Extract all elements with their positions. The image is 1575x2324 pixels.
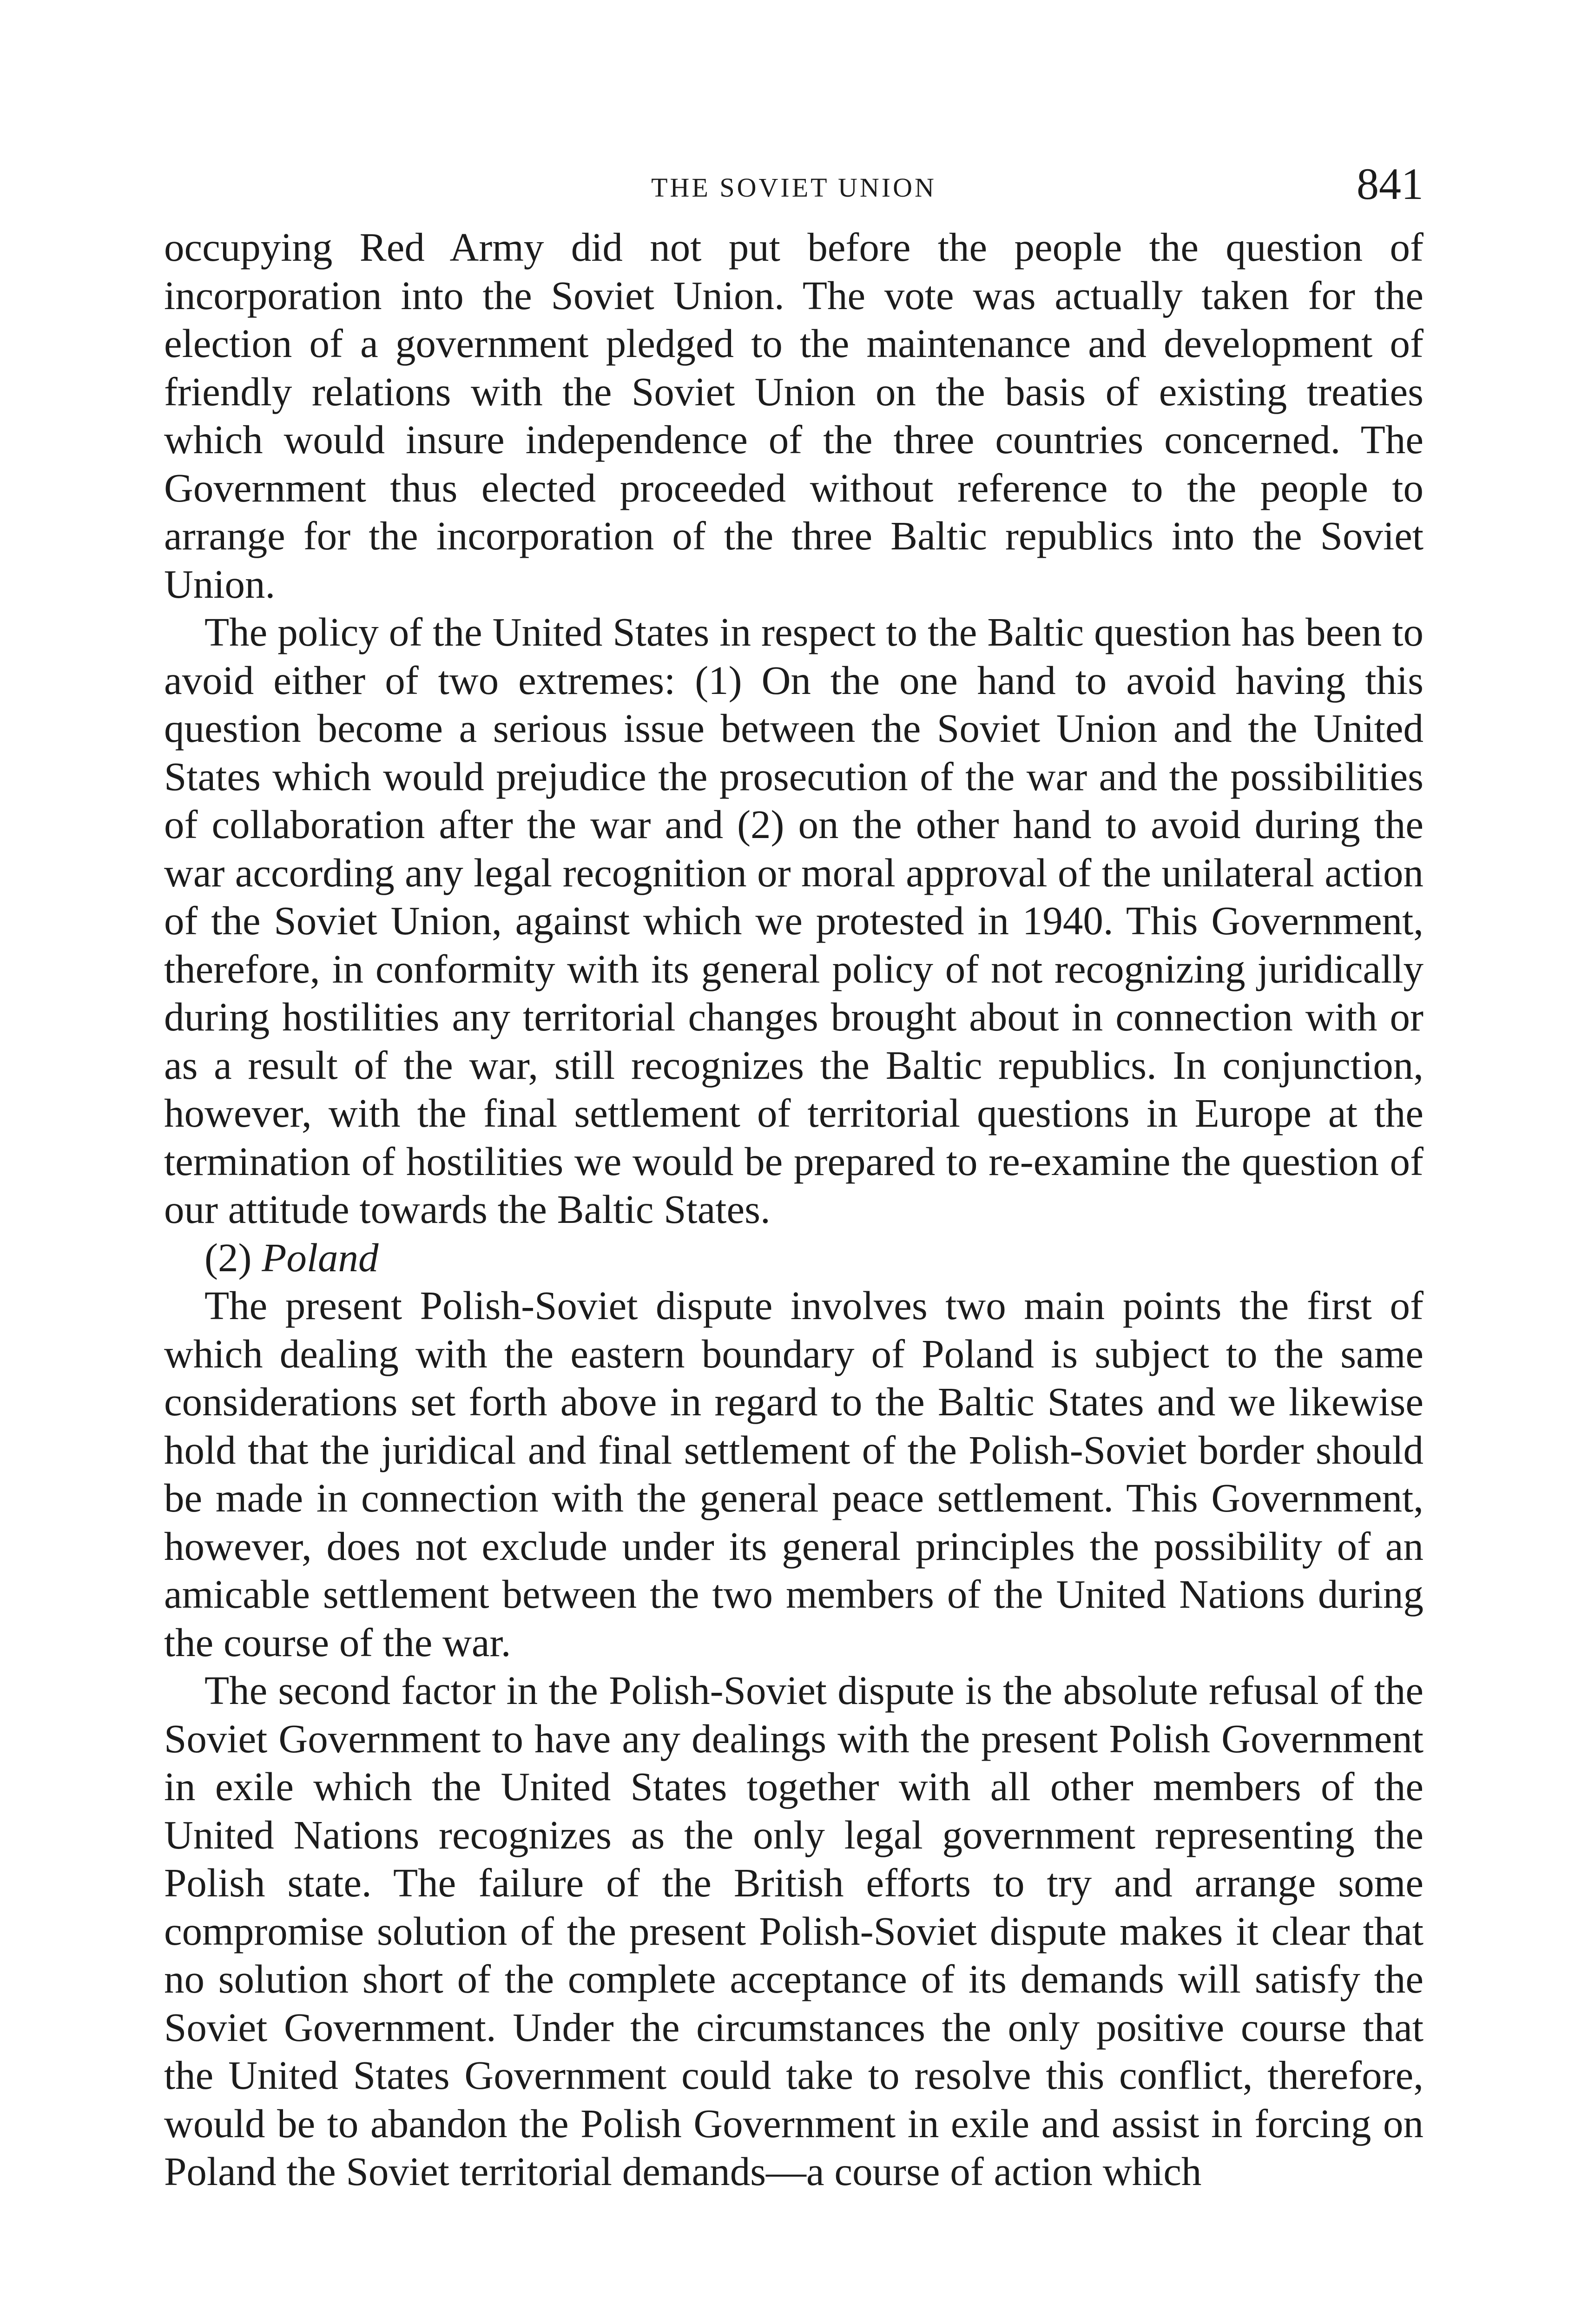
page-number: 841	[1357, 159, 1423, 209]
paragraph-polish-soviet-dispute: The present Polish-Soviet dispute involves two main points the first of which dealing with the eastern boundary of Poland is subject to the same considerations set forth above in regard to the Baltic States and we likewise hold that the juridical and final settlement of the Polish-Soviet border should be made in connection with the general peace settlement. This Government, however, does not exclude under its general principles the possibility of an amicable settlement between the two members of the United Nations during the course of the war.	[164, 1283, 1423, 1665]
document-page	[164, 153, 1423, 2196]
paragraph-continuation: occupying Red Army did not put before the people the question of incorporation into the Soviet Union. The vote was actually taken for the election of a government pledged to the maintenance and development of friendly relations with the Soviet Union on the basis of existing treaties which would insure independence of the three countries concerned. The Government thus elected proceeded without reference to the people to arrange for the incorporation of the three Baltic republics into the Soviet Union.	[164, 224, 1423, 607]
paragraph-second-factor: The second factor in the Polish-Soviet dispute is the absolute refusal of the Soviet Government to have any dealings with the present Polish Government in exile which the United States together with all other members of the United Nations recognizes as the only legal government representing the Polish state. The failure of the British efforts to try and arrange some compromise solution of the present Polish-Soviet dispute makes it clear that no solution short of the complete acceptance of its demands will satisfy the Soviet Government. Under the circumstances the only positive course that the United States Government could take to resolve this conflict, therefore, would be to abandon the Polish Government in exile and assist in forcing on Poland the Soviet territorial demands—a course of action which	[164, 1668, 1423, 2194]
body-text	[164, 223, 1423, 2196]
paragraph-baltic-policy: The policy of the United States in respect to the Baltic question has been to avoid either of two extremes: (1) On the one hand to avoid having this question become a serious issue between the Soviet Union and the United States which would prejudice the prosecution of the war and the possibilities of collaboration after the war and (2) on the other hand to avoid during the war according any legal recognition or moral approval of the unilateral action of the Soviet Union, against which we protested in 1940. This Government, therefore, in conformity with its general policy of not recognizing juridically during hostilities any territorial changes brought about in connection with or as a result of the war, still recognizes the Baltic republics. In conjunction, however, with the final settlement of territorial questions in Europe at the termination of hostilities we would be prepared to re-examine the question of our attitude towards the Baltic States.	[164, 609, 1423, 1232]
running-head	[164, 153, 1423, 223]
section-number: (2)	[204, 1235, 252, 1280]
section-title: Poland	[262, 1235, 379, 1280]
section-heading-poland	[164, 1234, 1423, 1282]
running-title: THE SOVIET UNION	[651, 172, 936, 203]
